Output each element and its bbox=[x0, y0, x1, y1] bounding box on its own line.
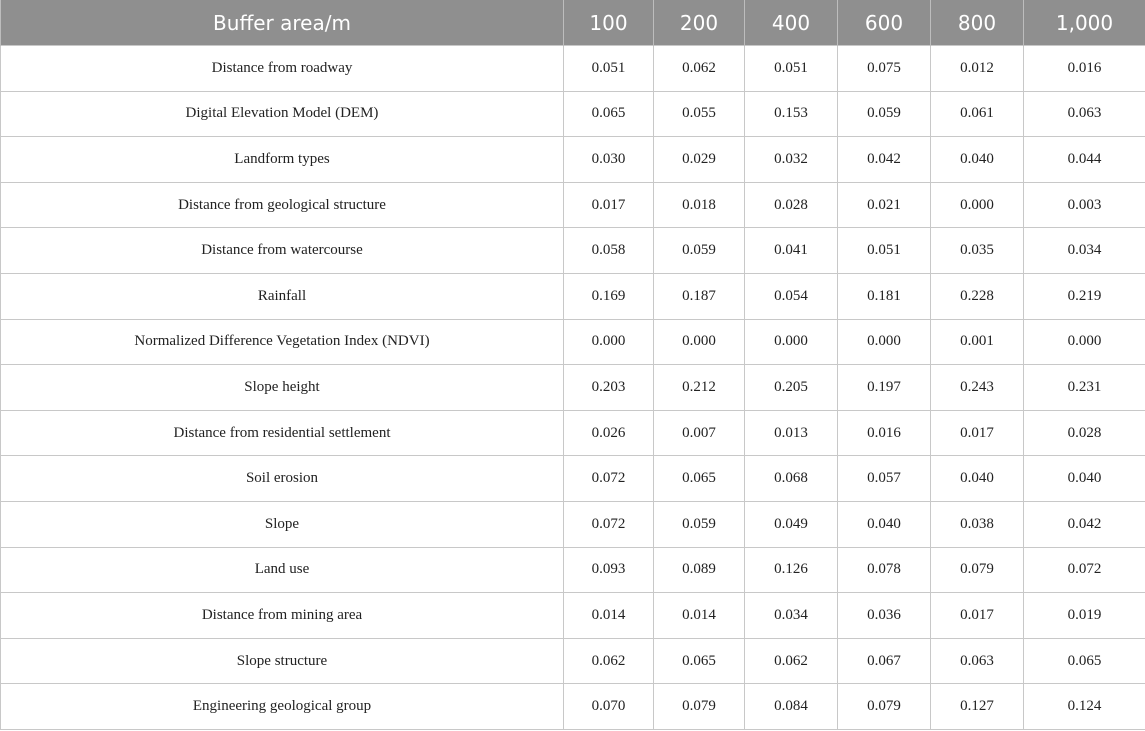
table-row bbox=[1, 182, 1145, 228]
factor-name-cell: Rainfall bbox=[1, 273, 564, 319]
value-cell: 0.000 bbox=[564, 319, 654, 365]
value-cell: 0.065 bbox=[1024, 638, 1145, 684]
table-row bbox=[1, 547, 1145, 593]
value-cell: 0.072 bbox=[564, 501, 654, 547]
header-cell: Buffer area/m bbox=[1, 0, 564, 46]
table-header bbox=[1, 0, 1145, 46]
value-cell: 0.051 bbox=[745, 46, 838, 92]
value-cell: 0.059 bbox=[654, 501, 745, 547]
value-cell: 0.013 bbox=[745, 410, 838, 456]
value-cell: 0.001 bbox=[931, 319, 1024, 365]
value-cell: 0.000 bbox=[931, 182, 1024, 228]
value-cell: 0.079 bbox=[838, 684, 931, 730]
table-row bbox=[1, 593, 1145, 639]
value-cell: 0.124 bbox=[1024, 684, 1145, 730]
factor-name-cell: Slope height bbox=[1, 365, 564, 411]
table-row bbox=[1, 228, 1145, 274]
value-cell: 0.228 bbox=[931, 273, 1024, 319]
table-row bbox=[1, 501, 1145, 547]
value-cell: 0.028 bbox=[1024, 410, 1145, 456]
factor-name-cell: Distance from roadway bbox=[1, 46, 564, 92]
header-cell: 800 bbox=[931, 0, 1024, 46]
value-cell: 0.075 bbox=[838, 46, 931, 92]
value-cell: 0.036 bbox=[838, 593, 931, 639]
value-cell: 0.042 bbox=[1024, 501, 1145, 547]
value-cell: 0.040 bbox=[838, 501, 931, 547]
factor-name-cell: Normalized Difference Vegetation Index (NDVI) bbox=[1, 319, 564, 365]
value-cell: 0.042 bbox=[838, 137, 931, 183]
value-cell: 0.072 bbox=[564, 456, 654, 502]
value-cell: 0.040 bbox=[931, 137, 1024, 183]
value-cell: 0.040 bbox=[931, 456, 1024, 502]
table-row bbox=[1, 410, 1145, 456]
value-cell: 0.057 bbox=[838, 456, 931, 502]
table-row bbox=[1, 273, 1145, 319]
value-cell: 0.243 bbox=[931, 365, 1024, 411]
value-cell: 0.016 bbox=[838, 410, 931, 456]
value-cell: 0.203 bbox=[564, 365, 654, 411]
table-row bbox=[1, 456, 1145, 502]
factor-name-cell: Soil erosion bbox=[1, 456, 564, 502]
value-cell: 0.035 bbox=[931, 228, 1024, 274]
value-cell: 0.067 bbox=[838, 638, 931, 684]
header-cell: 1,000 bbox=[1024, 0, 1145, 46]
factor-name-cell: Landform types bbox=[1, 137, 564, 183]
header-row bbox=[1, 0, 1145, 46]
factor-name-cell: Land use bbox=[1, 547, 564, 593]
factor-name-cell: Distance from watercourse bbox=[1, 228, 564, 274]
factor-name-cell: Distance from geological structure bbox=[1, 182, 564, 228]
value-cell: 0.019 bbox=[1024, 593, 1145, 639]
value-cell: 0.093 bbox=[564, 547, 654, 593]
value-cell: 0.017 bbox=[931, 593, 1024, 639]
value-cell: 0.072 bbox=[1024, 547, 1145, 593]
header-cell: 400 bbox=[745, 0, 838, 46]
value-cell: 0.059 bbox=[654, 228, 745, 274]
value-cell: 0.126 bbox=[745, 547, 838, 593]
factor-name-cell: Distance from residential settlement bbox=[1, 410, 564, 456]
value-cell: 0.054 bbox=[745, 273, 838, 319]
value-cell: 0.212 bbox=[654, 365, 745, 411]
table-row bbox=[1, 684, 1145, 730]
header-cell: 100 bbox=[564, 0, 654, 46]
value-cell: 0.007 bbox=[654, 410, 745, 456]
value-cell: 0.065 bbox=[564, 91, 654, 137]
value-cell: 0.038 bbox=[931, 501, 1024, 547]
value-cell: 0.079 bbox=[931, 547, 1024, 593]
value-cell: 0.065 bbox=[654, 456, 745, 502]
table-row bbox=[1, 46, 1145, 92]
table-row bbox=[1, 638, 1145, 684]
table-row bbox=[1, 91, 1145, 137]
value-cell: 0.051 bbox=[838, 228, 931, 274]
value-cell: 0.040 bbox=[1024, 456, 1145, 502]
value-cell: 0.070 bbox=[564, 684, 654, 730]
value-cell: 0.012 bbox=[931, 46, 1024, 92]
value-cell: 0.034 bbox=[745, 593, 838, 639]
value-cell: 0.032 bbox=[745, 137, 838, 183]
value-cell: 0.017 bbox=[931, 410, 1024, 456]
value-cell: 0.016 bbox=[1024, 46, 1145, 92]
value-cell: 0.153 bbox=[745, 91, 838, 137]
value-cell: 0.000 bbox=[654, 319, 745, 365]
factor-name-cell: Digital Elevation Model (DEM) bbox=[1, 91, 564, 137]
value-cell: 0.000 bbox=[745, 319, 838, 365]
value-cell: 0.014 bbox=[654, 593, 745, 639]
value-cell: 0.063 bbox=[1024, 91, 1145, 137]
value-cell: 0.181 bbox=[838, 273, 931, 319]
value-cell: 0.017 bbox=[564, 182, 654, 228]
value-cell: 0.062 bbox=[564, 638, 654, 684]
table-row bbox=[1, 319, 1145, 365]
table-body bbox=[1, 46, 1145, 730]
value-cell: 0.029 bbox=[654, 137, 745, 183]
factor-name-cell: Distance from mining area bbox=[1, 593, 564, 639]
value-cell: 0.000 bbox=[1024, 319, 1145, 365]
value-cell: 0.049 bbox=[745, 501, 838, 547]
value-cell: 0.028 bbox=[745, 182, 838, 228]
value-cell: 0.030 bbox=[564, 137, 654, 183]
value-cell: 0.187 bbox=[654, 273, 745, 319]
value-cell: 0.079 bbox=[654, 684, 745, 730]
value-cell: 0.062 bbox=[745, 638, 838, 684]
value-cell: 0.041 bbox=[745, 228, 838, 274]
value-cell: 0.062 bbox=[654, 46, 745, 92]
value-cell: 0.051 bbox=[564, 46, 654, 92]
value-cell: 0.063 bbox=[931, 638, 1024, 684]
value-cell: 0.044 bbox=[1024, 137, 1145, 183]
factor-name-cell: Engineering geological group bbox=[1, 684, 564, 730]
value-cell: 0.127 bbox=[931, 684, 1024, 730]
value-cell: 0.055 bbox=[654, 91, 745, 137]
value-cell: 0.231 bbox=[1024, 365, 1145, 411]
value-cell: 0.003 bbox=[1024, 182, 1145, 228]
value-cell: 0.061 bbox=[931, 91, 1024, 137]
value-cell: 0.059 bbox=[838, 91, 931, 137]
value-cell: 0.034 bbox=[1024, 228, 1145, 274]
value-cell: 0.018 bbox=[654, 182, 745, 228]
value-cell: 0.068 bbox=[745, 456, 838, 502]
value-cell: 0.026 bbox=[564, 410, 654, 456]
table-row bbox=[1, 365, 1145, 411]
value-cell: 0.205 bbox=[745, 365, 838, 411]
value-cell: 0.058 bbox=[564, 228, 654, 274]
header-cell: 600 bbox=[838, 0, 931, 46]
value-cell: 0.021 bbox=[838, 182, 931, 228]
value-cell: 0.197 bbox=[838, 365, 931, 411]
factor-name-cell: Slope structure bbox=[1, 638, 564, 684]
table-row bbox=[1, 137, 1145, 183]
factor-name-cell: Slope bbox=[1, 501, 564, 547]
value-cell: 0.000 bbox=[838, 319, 931, 365]
value-cell: 0.169 bbox=[564, 273, 654, 319]
value-cell: 0.084 bbox=[745, 684, 838, 730]
value-cell: 0.065 bbox=[654, 638, 745, 684]
value-cell: 0.219 bbox=[1024, 273, 1145, 319]
header-cell: 200 bbox=[654, 0, 745, 46]
value-cell: 0.089 bbox=[654, 547, 745, 593]
value-cell: 0.078 bbox=[838, 547, 931, 593]
value-cell: 0.014 bbox=[564, 593, 654, 639]
